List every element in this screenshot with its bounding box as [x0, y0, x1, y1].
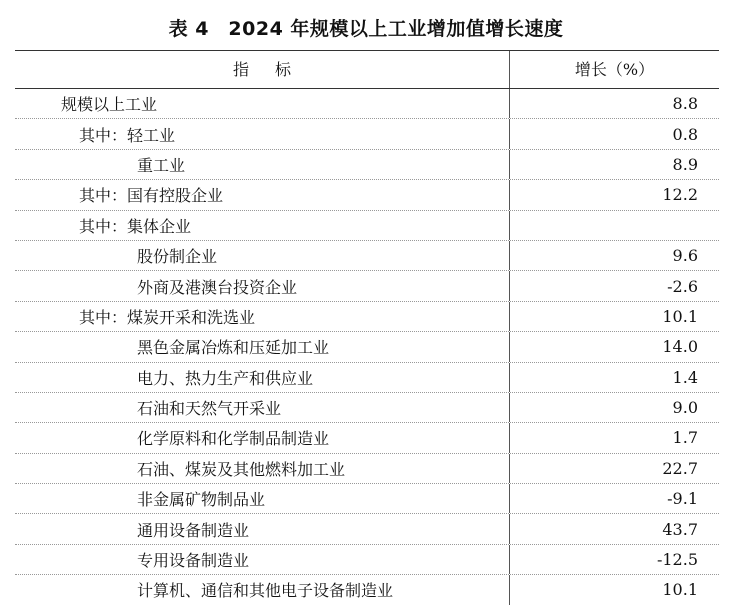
header-indicator: 指标 — [15, 51, 510, 88]
table-row — [15, 150, 719, 180]
row-label: 轻工业 — [127, 125, 176, 145]
table-row — [15, 119, 719, 149]
table-row — [15, 514, 719, 544]
row-label: 非金属矿物制品业 — [137, 490, 266, 510]
row-value: -12.5 — [656, 550, 698, 570]
row-value: 10.1 — [662, 306, 698, 326]
table-row — [15, 393, 719, 423]
row-indicator — [15, 119, 510, 148]
row-prefix: 其中： — [79, 186, 128, 206]
row-value: 22.7 — [662, 458, 698, 478]
row-value: -9.1 — [667, 489, 698, 509]
row-label: 规模以上工业 — [61, 95, 158, 115]
row-value: 9.0 — [672, 398, 698, 418]
row-indicator — [15, 575, 510, 604]
row-indicator — [15, 363, 510, 392]
row-value: 1.7 — [672, 428, 698, 448]
row-indicator — [15, 89, 510, 118]
row-value: 1.4 — [672, 367, 698, 387]
row-label: 电力、热力生产和供应业 — [137, 368, 314, 388]
table-body — [15, 89, 719, 605]
table-row — [15, 271, 719, 301]
row-value — [510, 211, 719, 240]
row-indicator — [15, 393, 510, 422]
row-label: 重工业 — [137, 155, 186, 175]
row-indicator — [15, 180, 510, 209]
row-value: 9.6 — [672, 246, 698, 266]
table-row — [15, 423, 719, 453]
table-row — [15, 89, 719, 119]
row-label: 计算机、通信和其他电子设备制造业 — [137, 581, 394, 601]
row-label: 国有控股企业 — [127, 186, 224, 206]
row-indicator — [15, 484, 510, 513]
row-indicator — [15, 545, 510, 574]
table-row — [15, 180, 719, 210]
table-row — [15, 241, 719, 271]
table-row — [15, 302, 719, 332]
row-indicator — [15, 332, 510, 361]
row-indicator — [15, 211, 510, 240]
table-row — [15, 363, 719, 393]
row-prefix: 其中： — [79, 307, 128, 327]
row-indicator — [15, 150, 510, 179]
row-value: 10.1 — [662, 580, 698, 600]
row-value: 0.8 — [672, 124, 698, 144]
row-value: 8.8 — [672, 94, 698, 114]
table-title: 表 4 2024 年规模以上工业增加值增长速度 — [168, 18, 564, 40]
data-table — [15, 50, 719, 605]
table-row — [15, 454, 719, 484]
table-header — [15, 51, 719, 89]
row-indicator — [15, 514, 510, 543]
row-label: 股份制企业 — [137, 247, 218, 267]
row-value: 8.9 — [672, 154, 698, 174]
row-value: -2.6 — [667, 276, 698, 296]
row-indicator — [15, 241, 510, 270]
row-indicator — [15, 302, 510, 331]
row-value: 43.7 — [662, 519, 698, 539]
row-indicator — [15, 271, 510, 300]
row-indicator — [15, 454, 510, 483]
row-label: 专用设备制造业 — [137, 551, 250, 571]
row-value: 14.0 — [662, 337, 698, 357]
row-label: 煤炭开采和洗选业 — [127, 307, 256, 327]
row-indicator — [15, 423, 510, 452]
table-row — [15, 211, 719, 241]
table-row — [15, 332, 719, 362]
row-label: 通用设备制造业 — [137, 520, 250, 540]
row-prefix: 其中： — [79, 216, 128, 236]
row-label: 集体企业 — [127, 216, 192, 236]
row-label: 黑色金属冶炼和压延加工业 — [137, 338, 330, 358]
row-value: 12.2 — [662, 185, 698, 205]
row-label: 外商及港澳台投资企业 — [137, 277, 298, 297]
row-label: 石油和天然气开采业 — [137, 399, 282, 419]
table-row — [15, 575, 719, 604]
table-row — [15, 484, 719, 514]
table-row — [15, 545, 719, 575]
row-prefix: 其中： — [79, 125, 128, 145]
row-label: 石油、煤炭及其他燃料加工业 — [137, 459, 346, 479]
row-label: 化学原料和化学制品制造业 — [137, 429, 330, 449]
header-growth: 增长（%） — [574, 60, 655, 79]
